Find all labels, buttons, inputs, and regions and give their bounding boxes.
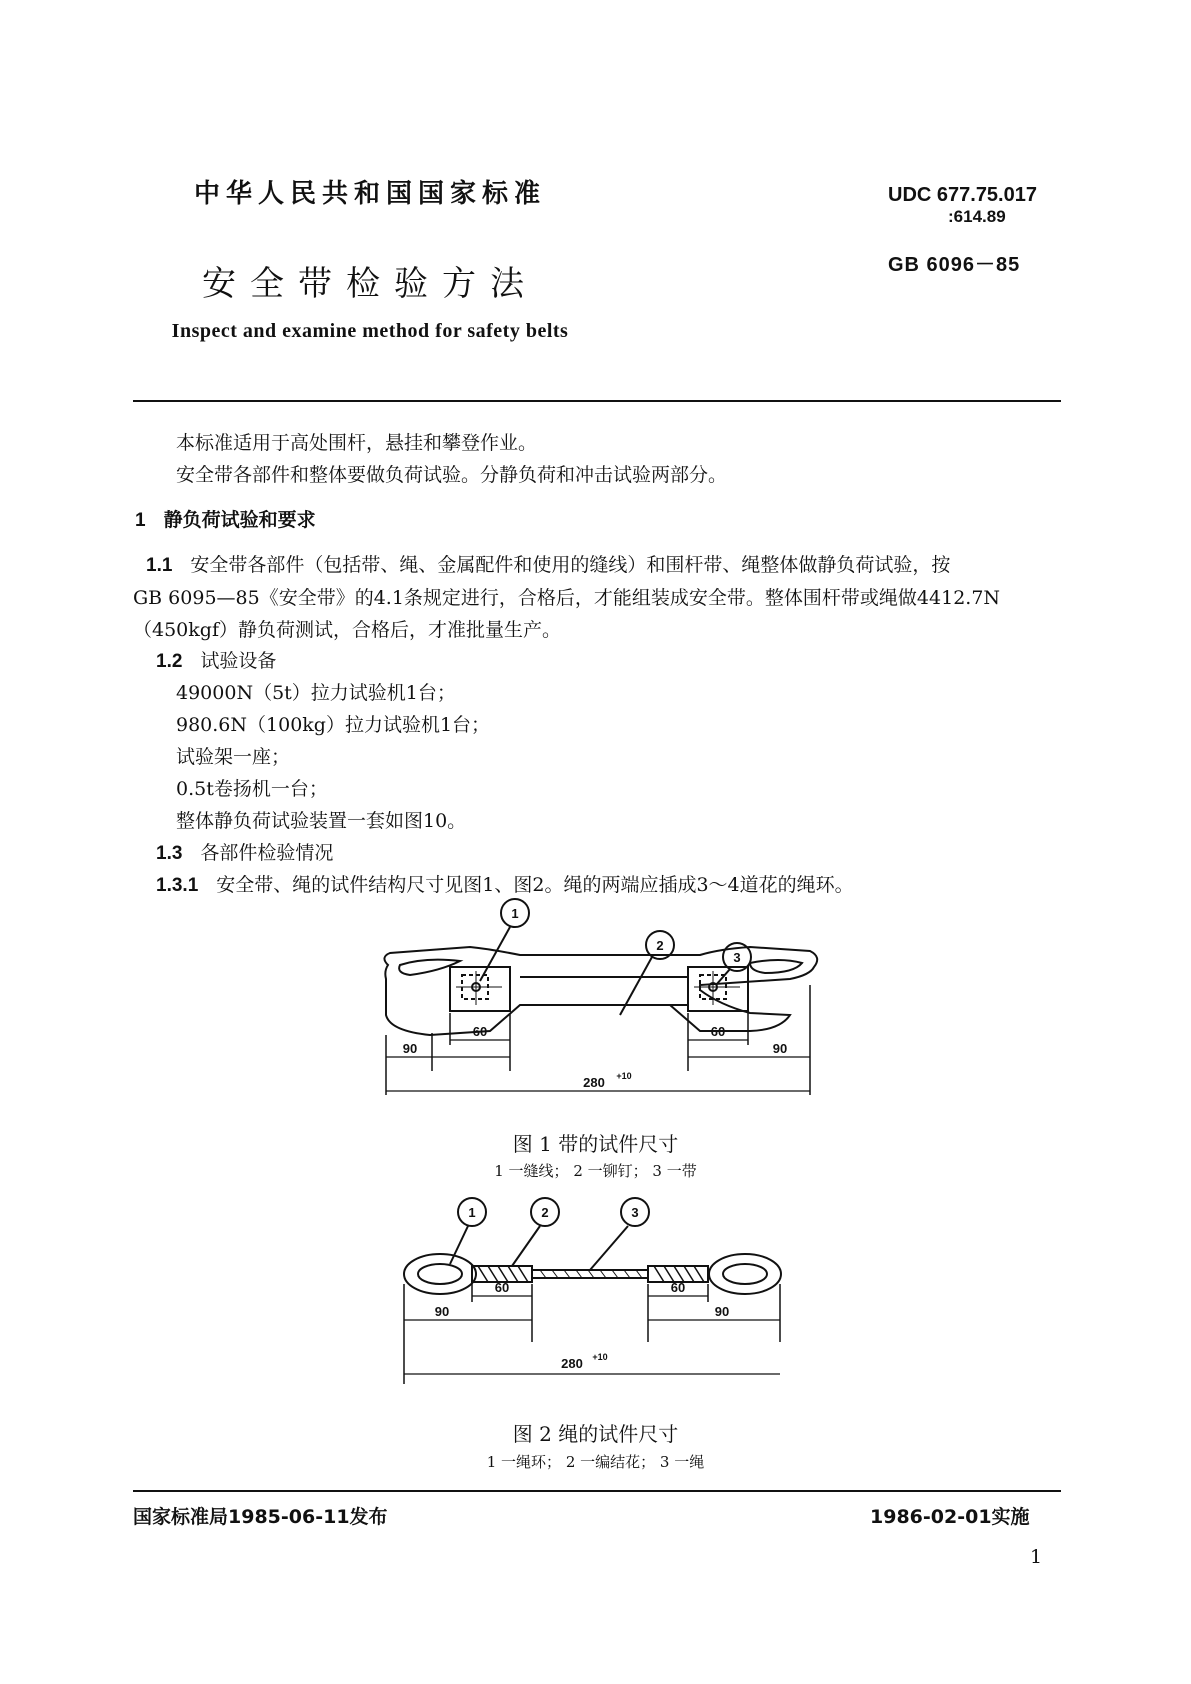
udc-code-sub: :614.89 bbox=[948, 207, 1006, 226]
equipment-item: 49000N（5t）拉力试验机1台； bbox=[176, 682, 456, 704]
figure-2-rope-specimen bbox=[400, 1192, 810, 1387]
dim-inner-left: 60 bbox=[472, 1024, 488, 1039]
equipment-item: 0.5t卷扬机一台； bbox=[176, 778, 328, 800]
figure-1-caption: 图 1 带的试件尺寸 bbox=[512, 1132, 679, 1156]
dim-outer-left: 90 bbox=[434, 1304, 450, 1319]
clause-1-1-line1 bbox=[146, 550, 950, 577]
clause-title: 试验设备 bbox=[200, 650, 277, 672]
figure-1-callout-2: 2 bbox=[656, 938, 664, 953]
figure-1-belt-specimen bbox=[370, 895, 840, 1105]
section-1-heading bbox=[135, 505, 316, 532]
dim-inner-right: 60 bbox=[670, 1280, 686, 1295]
figure-2-callout-1: 1 bbox=[468, 1205, 476, 1220]
intro-paragraph-2: 安全带各部件和整体要做负荷试验。分静负荷和冲击试验两部分。 bbox=[176, 464, 728, 486]
dim-outer-right: 90 bbox=[714, 1304, 730, 1319]
effective-date: 1986-02-01实施 bbox=[870, 1506, 1030, 1528]
dim-total-tolerance: +10 bbox=[616, 1071, 632, 1081]
clause-number: 1.1 bbox=[146, 555, 173, 576]
clause-number: 1.3 bbox=[156, 843, 183, 864]
dim-total: 280 bbox=[561, 1356, 583, 1371]
figure-2-caption: 图 2 绳的试件尺寸 bbox=[512, 1422, 679, 1446]
document-title: 安全带检验方法 bbox=[202, 264, 538, 304]
national-standard-label: 中华人民共和国国家标准 bbox=[193, 179, 546, 209]
figure-1-callout-3: 3 bbox=[733, 950, 741, 965]
figure-2-callout-3: 3 bbox=[631, 1205, 639, 1220]
footer-divider bbox=[133, 1490, 1061, 1492]
equipment-item: 整体静负荷试验装置一套如图10。 bbox=[176, 810, 467, 832]
clause-text: 安全带、绳的试件结构尺寸见图1、图2。绳的两端应插成3～4道花的绳环。 bbox=[216, 874, 854, 896]
figure-2-legend: 1 一绳环； 2 一编结花； 3 一绳 bbox=[486, 1453, 705, 1471]
clause-text: 安全带各部件（包括带、绳、金属配件和使用的缝线）和围杆带、绳整体做静负荷试验，按 bbox=[190, 554, 951, 576]
dim-outer-right: 90 bbox=[772, 1041, 788, 1056]
figure-2-callout-2: 2 bbox=[541, 1205, 549, 1220]
clause-1-3-1 bbox=[156, 870, 854, 897]
clause-1-3-heading bbox=[156, 838, 333, 865]
section-title: 静负荷试验和要求 bbox=[163, 509, 316, 531]
udc-code: UDC 677.75.017 bbox=[888, 184, 1037, 206]
issued-date: 国家标准局1985-06-11发布 bbox=[133, 1506, 388, 1528]
header-divider bbox=[133, 400, 1061, 402]
dim-total-tolerance: +10 bbox=[592, 1352, 608, 1362]
clause-1-2-heading bbox=[156, 646, 276, 673]
equipment-item: 980.6N（100kg）拉力试验机1台； bbox=[176, 714, 491, 736]
document-title-en: Inspect and examine method for safety belts bbox=[171, 320, 569, 342]
clause-number: 1.3.1 bbox=[156, 875, 199, 896]
clause-1-1-line3: （450kgf）静负荷测试，合格后，才准批量生产。 bbox=[133, 619, 561, 641]
intro-paragraph-1: 本标准适用于高处围杆，悬挂和攀登作业。 bbox=[176, 432, 538, 454]
standard-number: GB 6096－85 bbox=[888, 254, 1021, 276]
figure-1-legend: 1 一缝线； 2 一铆钉； 3 一带 bbox=[494, 1162, 697, 1180]
clause-title: 各部件检验情况 bbox=[200, 842, 334, 864]
dim-inner-right: 60 bbox=[710, 1024, 726, 1039]
dim-total: 280 bbox=[583, 1075, 605, 1090]
clause-1-1-line2: GB 6095—85《安全带》的4.1条规定进行，合格后，才能组装成安全带。整体围杆带或绳做4412.7N bbox=[133, 587, 1001, 609]
page-number: 1 bbox=[1030, 1546, 1043, 1568]
clause-number: 1.2 bbox=[156, 651, 183, 672]
figure-1-callout-1: 1 bbox=[511, 906, 519, 921]
dim-outer-left: 90 bbox=[402, 1041, 418, 1056]
equipment-item: 试验架一座； bbox=[176, 746, 291, 768]
dim-inner-left: 60 bbox=[494, 1280, 510, 1295]
section-number: 1 bbox=[135, 510, 146, 531]
